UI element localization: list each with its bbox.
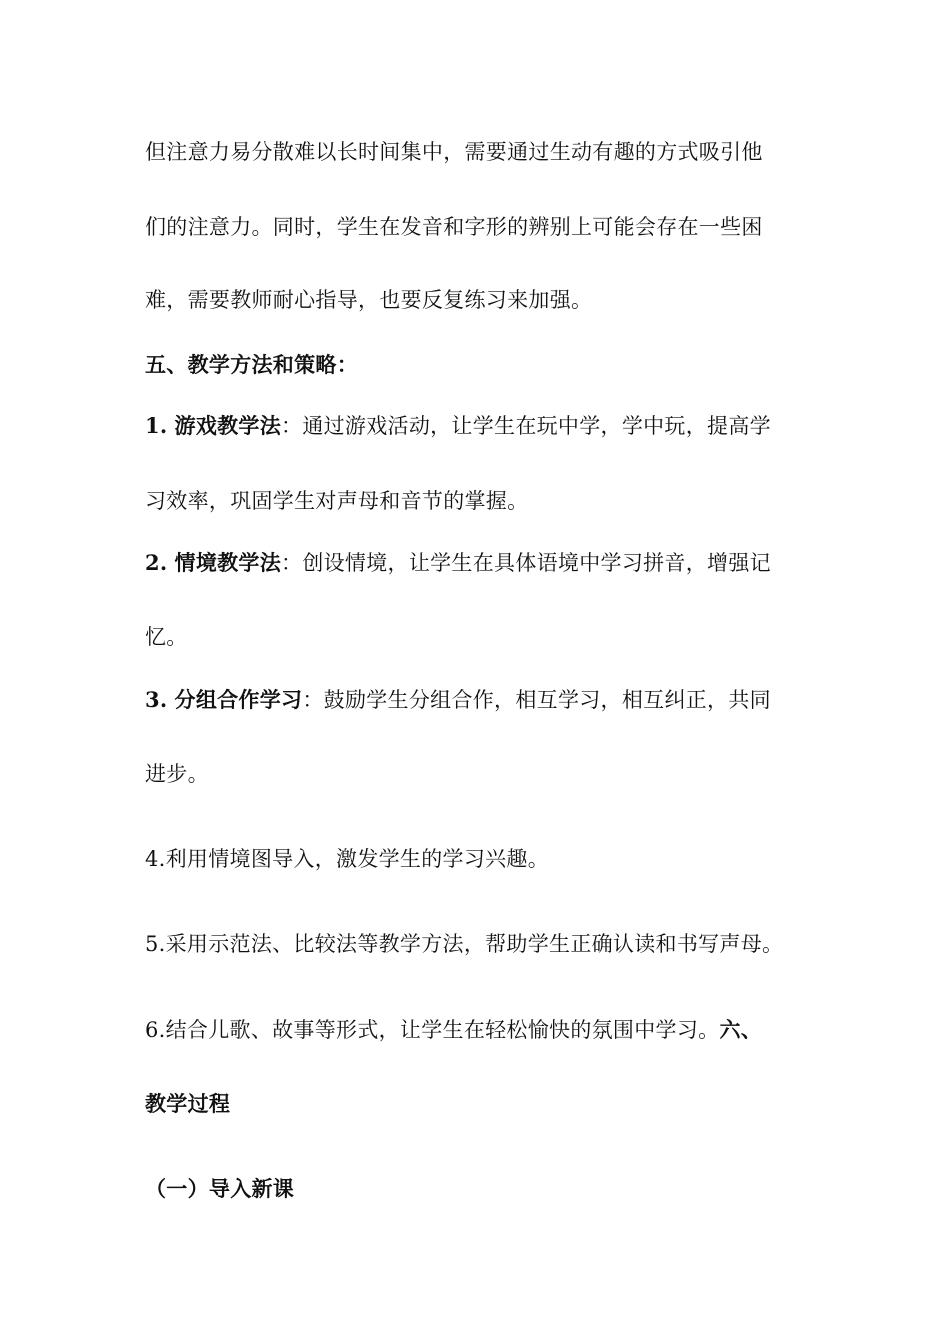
method-item-2 xyxy=(145,549,810,577)
body-text-line: 难，需要教师耐心指导，也要反复练习来加强。 xyxy=(145,288,593,312)
body-text-line: 忆。 xyxy=(145,625,188,649)
method-item-1 xyxy=(145,412,810,440)
method-item-3 xyxy=(145,686,810,714)
item-term: 分组合作学习 xyxy=(174,688,303,712)
item-colon: ： xyxy=(302,688,324,712)
item-number: 2. xyxy=(145,550,168,575)
method-item-5: 5.采用示范法、比较法等教学方法，帮助学生正确认读和书写声母。 xyxy=(145,932,784,956)
method-item-6 xyxy=(145,1016,810,1044)
item-text: 鼓励学生分组合作，相互学习，相互纠正，共同 xyxy=(323,688,771,712)
item-colon: ： xyxy=(281,414,303,438)
body-text-line: 但注意力易分散难以长时间集中，需要通过生动有趣的方式吸引他 xyxy=(145,140,763,164)
item-colon: ： xyxy=(281,551,303,575)
section-heading: 教学过程 xyxy=(145,1092,231,1116)
item-term: 情境教学法 xyxy=(174,551,282,575)
item-text: 创设情境，让学生在具体语境中学习拼音，增强记 xyxy=(302,551,771,575)
section-heading-prefix: 六、 xyxy=(719,1018,763,1042)
item-number: 1. xyxy=(145,413,168,438)
item-term: 游戏教学法 xyxy=(174,414,282,438)
section-heading: 五、教学方法和策略： xyxy=(145,353,358,377)
body-text-line: 进步。 xyxy=(145,762,209,786)
item-number: 3. xyxy=(145,687,168,712)
method-item-4: 4.利用情境图导入，激发学生的学习兴趣。 xyxy=(145,847,550,871)
item-text: 通过游戏活动，让学生在玩中学，学中玩，提高学 xyxy=(302,414,771,438)
item-text: 6.结合儿歌、故事等形式，让学生在轻松愉快的氛围中学习。 xyxy=(145,1018,720,1042)
body-text-line: 习效率，巩固学生对声母和音节的掌握。 xyxy=(145,489,529,513)
subsection-heading: （一）导入新课 xyxy=(145,1177,295,1201)
body-text-line: 们的注意力。同时，学生在发音和字形的辨别上可能会存在一些困 xyxy=(145,215,763,239)
